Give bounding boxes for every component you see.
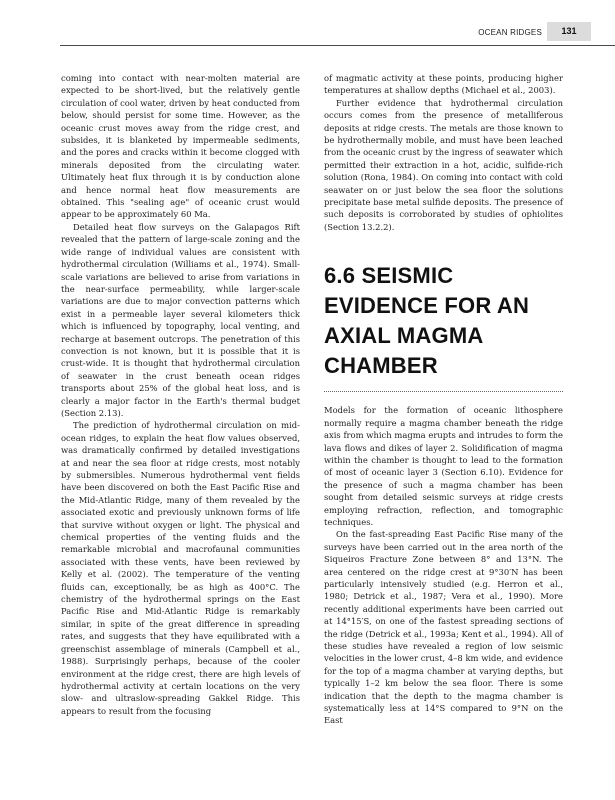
page-header xyxy=(0,0,615,46)
paragraph: coming into contact with near-molten material are expected to be short-lived, but the relatively gentle circulation of cool water, driven by heat conducted from below, should persist for some time. However, as the oceanic crust moves away from the ridge crest, and subsides, it is blanketed by impermeable sediments, and the pores and cracks within it become clogged with minerals deposited from the circulating water. Ultimately heat flux through it is by conduction alone and hence normal heat flow measurements are obtained. This "sealing age" of oceanic crust would appear to be approximately 60 Ma. xyxy=(61,73,300,220)
paragraph: On the fast-spreading East Pacific Rise many of the surveys have been carried out in the area north of the Siqueiros Fracture Zone between 8° and 13°N. The area centered on the ridge crest at 9°30′N has been particularly intensively studied (e.g. Herron et al., 1980; Detrick et al., 1987; Vera et al., 1990). More recently additional experiments have been carried out at 14°15′S, on one of the fastest spreading sections of the ridge (Detrick et al., 1993a; Kent et al., 1994). All of these studies have revealed a region of low seismic velocities in the lower crust, 4–8 km wide, and evidence for the top of a magma chamber at varying depths, but typically 1–2 km below the sea floor. There is some indication that the depth to the magma chamber is systematically less at 14°S compared to 9°N on the East xyxy=(324,529,563,726)
running-head: OCEAN RIDGES xyxy=(478,28,542,37)
section-heading: 6.6 SEISMIC EVIDENCE FOR AN AXIAL MAGMA CHAMBER xyxy=(324,263,530,379)
paragraph: Detailed heat flow surveys on the Galapagos Rift revealed that the pattern of large-scale zoning and the wide range of individual values are consistent with hydrothermal circulation (Williams et al., 1974). Small-scale variations are believed to arise from variations in the near-surface permeability, while larger-scale variations are due to major convection patterns which exist in a permeable layer several kilometers thick which is influenced by topography, local venting, and recharge at basement outcrops. The penetration of this convection is not known, but it is possible that it is crust-wide. It is thought that hydrothermal circulation of seawater in the crust beneath ocean ridges transports about 25% of the global heat loss, and is clearly a major factor in the Earth's thermal budget (Section 2.13). xyxy=(61,221,300,418)
paragraph: Further evidence that hydrothermal circulation occurs comes from the presence of metalliferous deposits at ridge crests. The metals are those known to be hydrothermally mobile, and must have been leached from the oceanic crust by the ingress of seawater which permitted their extraction in a hot, acidic, sulfide-rich solution (Rona, 1984). On coming into contact with cold seawater on or just below the sea floor the solutions precipitate base metal sulfide deposits. The presence of such deposits is corroborated by studies of ophiolites (Section 13.2.2). xyxy=(324,97,563,232)
section-divider xyxy=(324,391,563,392)
left-column xyxy=(61,72,300,717)
paragraph: of magmatic activity at these points, producing higher temperatures at shallow depths (Michael et al., 2003). xyxy=(324,73,563,96)
right-column xyxy=(324,72,563,727)
header-rule xyxy=(60,45,615,46)
paragraph: Models for the formation of oceanic lithosphere normally require a magma chamber beneath the ridge axis from which magma erupts and intrudes to form the lava flows and dikes of layer 2. Solidification of magma within the chamber is thought to lead to the formation of most of oceanic layer 3 (Section 6.10). Evidence for the presence of such a magma chamber has been sought from detailed seismic surveys at ridge crests employing refraction, reflection, and tomographic techniques. xyxy=(324,405,563,527)
paragraph: The prediction of hydrothermal circulation on mid-ocean ridges, to explain the heat flow values observed, was dramatically confirmed by detailed investigations at and near the sea floor at ridge crests, most notably by submersibles. Numerous hydrothermal vent fields have been discovered on both the East Pacific Rise and the Mid-Atlantic Ridge, many of them revealed by the associated exotic and previously unknown forms of life that survive without oxygen or light. The physical and chemical properties of the venting fluids and the remarkable microbial and macrofaunal communities associated with these vents, have been reviewed by Kelly et al. (2002). The temperature of the venting fluids can, exceptionally, be as high as 400°C. The chemistry of the hydrothermal springs on the East Pacific Rise and Mid-Atlantic Ridge is remarkably similar, in spite of the great difference in spreading rates, and suggests that they have equilibrated with a greenschist assemblage of minerals (Campbell et al., 1988). Surprisingly perhaps, because of the cooler environment at the ridge crest, there are high levels of hydrothermal activity at certain locations on the very slow- and ultraslow-spreading Gakkel Ridge. This appears to result from the focusing xyxy=(61,420,300,716)
page-number: 131 xyxy=(547,22,591,41)
